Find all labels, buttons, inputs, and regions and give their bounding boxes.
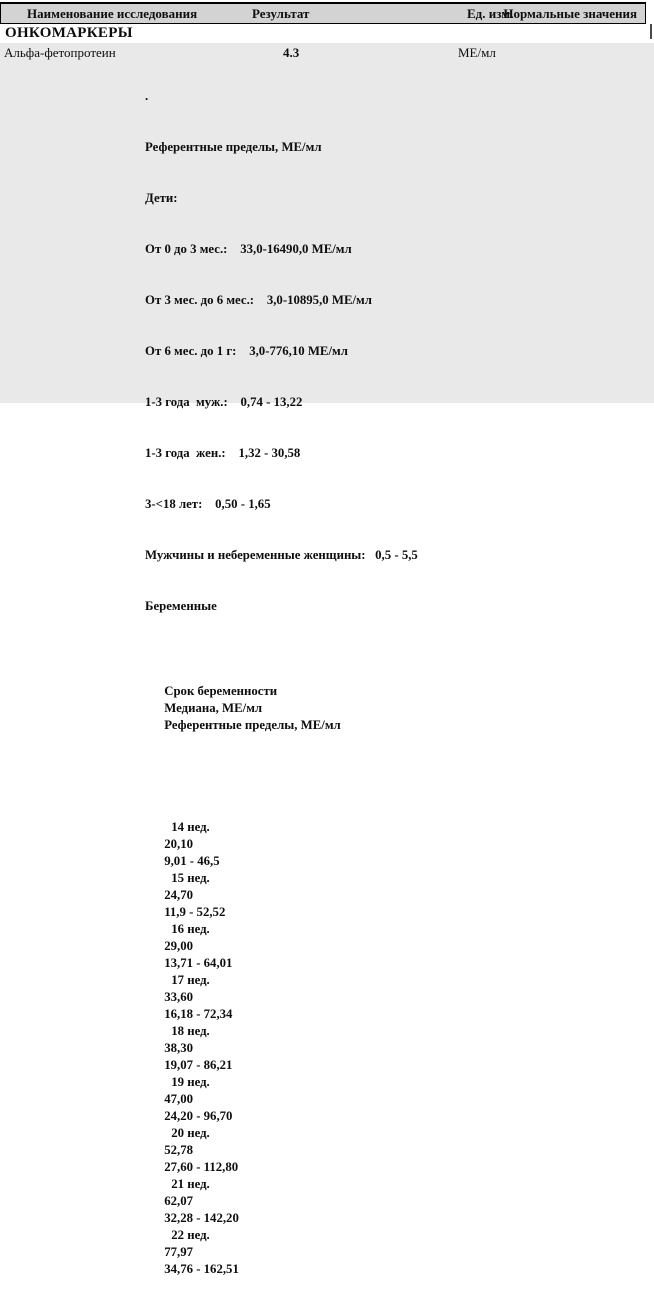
- pregnancy-median: 29,00: [164, 939, 193, 953]
- pregnancy-median: 77,97: [164, 1245, 193, 1259]
- pregnancy-week: 21 нед.: [171, 1177, 210, 1191]
- pregnancy-col-week: Срок беременности: [164, 684, 278, 698]
- pregnancy-range: 9,01 - 46,5: [164, 854, 220, 868]
- reference-ranges-block: [145, 54, 418, 1276]
- reference-line: .: [145, 89, 149, 103]
- pregnancy-median: 38,30: [164, 1041, 193, 1055]
- test-units: МЕ/мл: [458, 45, 496, 60]
- test-name: Альфа-фетопротеин: [4, 45, 116, 60]
- pregnancy-median: 47,00: [164, 1092, 193, 1106]
- pregnancy-col-range: Референтные пределы, МЕ/мл: [164, 718, 341, 732]
- reference-line: Мужчины и небеременные женщины: 0,5 - 5,5: [145, 548, 418, 562]
- pregnancy-range: 24,20 - 96,70: [164, 1109, 233, 1123]
- pregnancy-week: 17 нед.: [171, 973, 210, 987]
- pregnancy-week: 16 нед.: [171, 922, 210, 936]
- reference-line: 1-3 года жен.: 1,32 - 30,58: [145, 446, 301, 460]
- pregnancy-col-median: Медиана, МЕ/мл: [164, 701, 263, 715]
- pregnancy-range: 19,07 - 86,21: [164, 1058, 233, 1072]
- pregnancy-week: 18 нед.: [171, 1024, 210, 1038]
- reference-line: От 3 мес. до 6 мес.: 3,0-10895,0 МЕ/мл: [145, 293, 372, 307]
- table-header-row: [0, 2, 646, 24]
- pregnancy-range: 32,28 - 142,20: [164, 1211, 239, 1225]
- pregnancy-week: 19 нед.: [171, 1075, 210, 1089]
- pregnancy-median: 62,07: [164, 1194, 193, 1208]
- pregnancy-median: 20,10: [164, 837, 193, 851]
- column-header-normal-values: Нормальные значения: [503, 6, 637, 21]
- pregnancy-median: 33,60: [164, 990, 193, 1004]
- table-edge-line: [650, 24, 652, 39]
- pregnancy-range: 13,71 - 64,01: [164, 956, 233, 970]
- column-header-result: Результат: [252, 6, 310, 21]
- pregnancy-range: 16,18 - 72,34: [164, 1007, 233, 1021]
- pregnancy-week: 20 нед.: [171, 1126, 210, 1140]
- test-result-value: 4.3: [283, 45, 300, 60]
- reference-line: Дети:: [145, 191, 178, 205]
- reference-line: От 0 до 3 мес.: 33,0-16490,0 МЕ/мл: [145, 242, 352, 256]
- pregnancy-median: 24,70: [164, 888, 193, 902]
- pregnancy-range: 34,76 - 162,51: [164, 1262, 239, 1276]
- reference-line: 3-<18 лет: 0,50 - 1,65: [145, 497, 271, 511]
- reference-line: От 6 мес. до 1 г: 3,0-776,10 МЕ/мл: [145, 344, 348, 358]
- pregnancy-row: [145, 802, 418, 868]
- reference-line: 1-3 года муж.: 0,74 - 13,22: [145, 395, 303, 409]
- section-title-oncomarkers: ОНКОМАРКЕРЫ: [5, 25, 133, 41]
- column-header-test-name: Наименование исследования: [27, 6, 198, 21]
- pregnancy-week: 22 нед.: [171, 1228, 210, 1242]
- pregnancy-median: 52,78: [164, 1143, 193, 1157]
- pregnancy-range: 27,60 - 112,80: [164, 1160, 239, 1174]
- pregnancy-range: 11,9 - 52,52: [164, 905, 226, 919]
- pregnancy-week: 14 нед.: [171, 820, 210, 834]
- pregnancy-week: 15 нед.: [171, 871, 210, 885]
- reference-line: Беременные: [145, 599, 217, 613]
- pregnancy-table-header: [145, 666, 418, 751]
- reference-line: Референтные пределы, МЕ/мл: [145, 140, 322, 154]
- column-header-units: Ед. изм.: [467, 6, 514, 21]
